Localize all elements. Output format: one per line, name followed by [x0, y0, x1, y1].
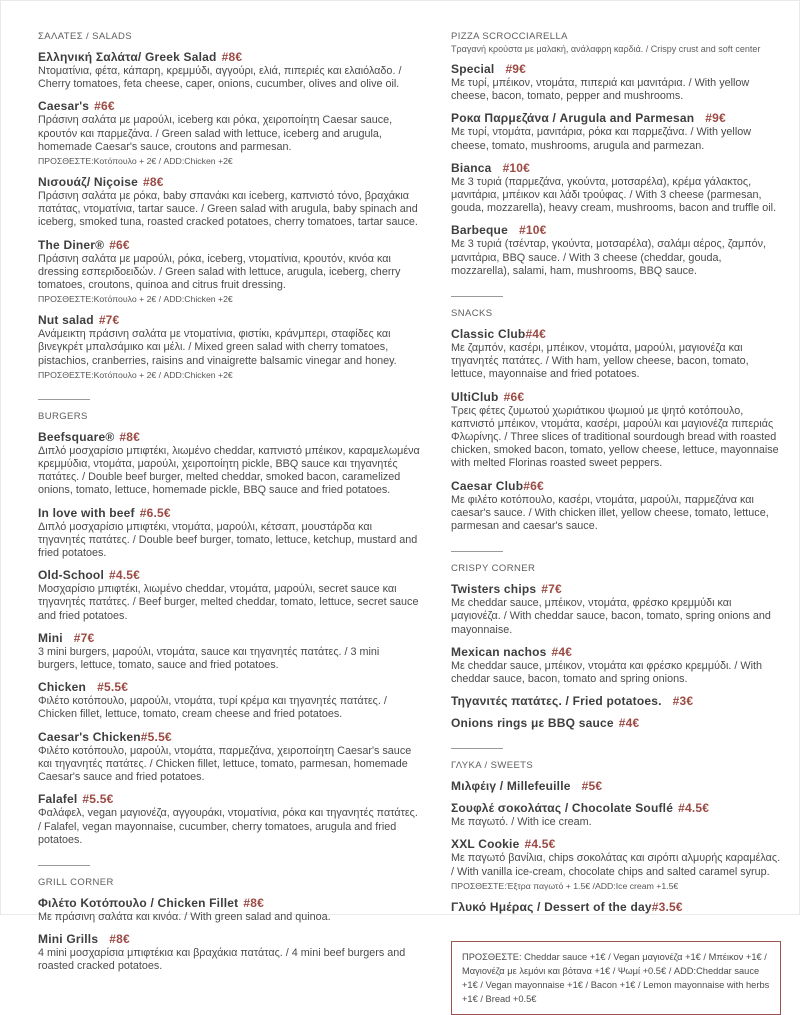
item-addon: ΠΡΟΣΘΕΣΤΕ:Έξτρα παγωτό + 1.5€ /ADD:Ice cream +1.5€	[451, 880, 679, 891]
menu-item	[38, 792, 420, 847]
menu-item	[38, 99, 420, 167]
extras-footer-text: ΠΡΟΣΘΕΣΤΕ: Cheddar sauce +1€ / Vegan μαγιονέζα +1€ / Μπέικον +1€ / Μαγιονέζα με λεμόνι και βότανα +1€ / Ψωμί +0.5€ / ADD:Cheddar sauce +1€ / Vegan mayonnaise +1€ / Bacon +1€ / Lemon mayonnaise with herbs +1€ / Bread +0.5€	[462, 951, 770, 1004]
item-price: #6€	[523, 478, 544, 493]
section-header: ΣΑΛΑΤΕΣ / SALADS	[38, 31, 133, 42]
menu-item	[38, 932, 420, 973]
item-description: Τρεις φέτες ζυμωτού χωριάτικου ψωμιού με ψητό κοτόπουλο, καπνιστό μπέικον, ντομάτα, κασέρι, μαρούλι και μαγιονέζα πιπεριάς Φλωρίνης. / Three slices of traditional sourdough bread with roasted chicken, smoked bacon, tomato, yellow cheese, lettuce, mayonnaise with melted Florinas roasted sweet peppers.	[451, 404, 779, 470]
item-title-row	[451, 111, 781, 125]
item-description: Διπλό μοσχαρίσιο μπιφτέκι, λιωμένο cheddar, καπνιστό μπέικον, καραμελωμένα κρεμμύδια, ντομάτα, μαρούλι, χειροποίητη pickle, BBQ sauce και τηγανητές πατάτες. / Double beef burger, melted cheddar, smoked bacon, caramelized onions, tomato, lettuce, homemade pickle, BBQ sauce and fried potatoes.	[38, 444, 420, 497]
item-title: Mini Grills	[38, 932, 99, 947]
item-price: #5.5€	[97, 680, 129, 695]
menu-item	[38, 730, 420, 785]
menu-item	[451, 900, 781, 914]
item-title: In love with beef	[38, 505, 135, 520]
item-price: #10€	[518, 223, 547, 238]
menu-item	[451, 161, 781, 216]
item-title-row	[38, 680, 420, 694]
section-header: SNACKS	[451, 308, 493, 320]
item-price: #5.5€	[82, 792, 114, 807]
item-title: Nut salad	[38, 313, 94, 328]
menu-item	[451, 327, 781, 382]
item-title-row	[38, 896, 420, 910]
item-description: Πράσινη σαλάτα με μαρούλι, ρόκα, iceberg, ντοματίνια, κρουτόν, κινόα και dressing εσπεριδοειδών. / Green salad with lettuce, arugula, iceberg, cherry tomatoes, croutons, quinoa and citrus fruit dressing.	[38, 252, 401, 292]
menu-item	[38, 506, 420, 561]
item-title-row	[451, 62, 781, 76]
item-title: UltiClub	[451, 389, 499, 404]
item-description: Με παγωτό βανίλια, chips σοκολάτας και σιρόπι αλμυρής καραμέλας. / With vanilla ice-cream, chocolate chips and salted caramel syrup.	[451, 852, 781, 878]
menu-item	[38, 896, 420, 924]
menu-item	[38, 631, 420, 672]
section-divider	[38, 865, 90, 866]
item-description: Φαλάφελ, vegan μαγιονέζα, αγγουράκι, ντοματίνια, ρόκα και τηγανητές πατάτες. / Falafel, vegan mayonnaise, cucumber, cherry tomatoes, arugula and fried potatoes.	[38, 807, 418, 846]
item-title-row	[451, 694, 781, 708]
item-title-row	[38, 568, 420, 582]
item-price: #4.5€	[109, 568, 141, 583]
item-price: #7€	[73, 630, 95, 645]
item-price: #8€	[119, 429, 141, 444]
section-header: BURGERS	[38, 410, 88, 422]
menu-item	[451, 479, 781, 534]
item-description: Με 3 τυριά (παρμεζάνα, γκούντα, μοτσαρέλα), κρέμα γάλακτος, μανιτάρια, μπέικον και λάδι τρούφας. / With 3 cheese (parmesan, gouda, mozzarella), heavy cream, mushrooms, bacon and truffle oil.	[451, 175, 777, 215]
item-price: #5.5€	[140, 729, 172, 744]
item-title: The Diner®	[38, 237, 105, 252]
item-title: Caesar's Chicken	[38, 729, 141, 744]
item-price: #4.5€	[524, 837, 556, 852]
menu-column-right	[451, 31, 781, 1015]
item-title-row	[38, 730, 420, 744]
item-title: Ροκα Παρμεζάνα / Arugula and Parmesan	[451, 111, 695, 126]
item-title-row	[451, 479, 781, 493]
item-title: Classic Club	[451, 327, 526, 342]
menu-item	[451, 390, 781, 471]
section-divider	[38, 399, 90, 400]
item-description: Με πράσινη σαλάτα και κινόα. / With green salad and quinoa.	[38, 910, 331, 923]
item-title: XXL Cookie	[451, 837, 520, 852]
item-price: #6.5€	[139, 505, 171, 520]
item-price: #8€	[221, 50, 243, 64]
item-addon: ΠΡΟΣΘΕΣΤΕ:Κοτόπουλο + 2€ / ADD:Chicken +2€	[38, 294, 233, 305]
section-header: ΓΛΥΚΑ / SWEETS	[451, 760, 534, 772]
item-title-row	[38, 313, 420, 327]
item-description: Διπλό μοσχαρίσιο μπιφτέκι, ντομάτα, μαρούλι, κέτσαπ, μουστάρδα και τηγανητές πατάτες. / Double beef burger, tomato, lettuce, ketchup, mustard and fried potatoes.	[38, 520, 418, 560]
item-price: #8€	[142, 175, 164, 190]
menu-item	[38, 50, 420, 91]
menu-section	[38, 31, 420, 381]
item-title: Special	[451, 62, 495, 76]
item-title: Νισουάζ/ Niçoise	[38, 175, 138, 190]
item-title: Bianca	[451, 160, 492, 175]
item-title: Twisters chips	[451, 582, 537, 597]
item-price: #6€	[109, 237, 130, 252]
menu-item	[451, 694, 781, 708]
menu-section	[38, 399, 420, 847]
menu-item	[38, 313, 420, 381]
item-price: #5€	[581, 779, 603, 794]
item-price: #7€	[98, 313, 120, 328]
item-price: #6€	[503, 389, 525, 404]
item-title-row	[451, 801, 781, 815]
item-title: Onions rings με BBQ sauce	[451, 716, 614, 731]
item-price: #4€	[618, 716, 640, 731]
menu-item	[451, 645, 781, 686]
item-description: Με cheddar sauce, μπέικον, ντομάτα, φρέσκο κρεμμύδι και μαγιονέζα. / With cheddar sauce, bacon, tomato, spring onions and mayonnaise.	[451, 597, 771, 636]
item-price: #7€	[541, 582, 562, 597]
item-title: Ελληνική Σαλάτα/ Greek Salad	[38, 50, 217, 64]
item-title: Old-School	[38, 568, 104, 583]
menu-column-right-sections	[451, 31, 781, 914]
item-description: Φιλέτο κοτόπουλο, μαρούλι, ντομάτα, παρμεζάνα, χειροποίητη Caesar's sauce και τηγανητές πατάτες. / Chicken fillet, lettuce, tomato, parmesan, homemade Caesar's sauce and fried potatoes.	[38, 744, 412, 784]
item-title: Chicken	[38, 680, 87, 695]
item-description: Πράσινη σαλάτα με μαρούλι, iceberg και ρόκα, χειροποίητη Caesar sauce, κρουτόν και παρμεζάνα. / Green salad with lettuce, iceberg and arugula, homemade Caesar's sauce, croutons and parmesan.	[38, 114, 393, 153]
item-title-row	[451, 900, 781, 914]
menu-section	[451, 748, 781, 914]
item-title-row	[451, 223, 781, 237]
menu-item	[451, 779, 781, 793]
section-divider	[451, 551, 503, 552]
menu-item	[451, 223, 781, 278]
item-title: Mini	[38, 630, 63, 645]
menu-item	[38, 430, 420, 498]
item-title-row	[38, 99, 420, 113]
item-title: Caesar's	[38, 99, 90, 114]
item-price: #8€	[243, 895, 264, 910]
item-description: Ανάμεικτη πράσινη σαλάτα με ντοματίνια, φιστίκι, κράνμπερι, σταφίδες και βινεγκρέτ μπαλσάμικο και μέλι. / Mixed green salad with cherry tomatoes, pistachios, cranberries, raisins and vinaigrette balsamic vinegar and honey.	[38, 328, 397, 367]
item-price: #4€	[525, 327, 547, 342]
menu-item	[451, 582, 781, 637]
item-description: Με cheddar sauce, μπέικον, ντομάτα και φρέσκο κρεμμύδι. / With cheddar sauce, bacon, tomato and spring onions.	[451, 659, 763, 686]
menu-item	[38, 175, 420, 230]
item-description: Με φιλέτο κοτόπουλο, κασέρι, ντομάτα, μαρούλι, παρμεζάνα και caesar's sauce. / With chicken illet, yellow cheese, tomato, lettuce, parmesan and caesar's sauce.	[451, 493, 769, 533]
menu-section	[451, 296, 781, 533]
item-price: #6€	[94, 99, 115, 114]
section-subtitle: Τραγανή κρούστα με μαλακή, ανάλαφρη καρδιά. / Crispy crust and soft center	[451, 44, 761, 54]
extras-footer-box	[451, 941, 781, 1015]
menu-content	[1, 1, 799, 1015]
menu-item	[451, 716, 781, 730]
item-price: #9€	[505, 62, 527, 76]
item-addon: ΠΡΟΣΘΕΣΤΕ:Κοτόπουλο + 2€ / ADD:Chicken +2€	[38, 156, 233, 167]
menu-section	[451, 551, 781, 730]
menu-item	[451, 62, 781, 103]
item-addon: ΠΡΟΣΘΕΣΤΕ:Κοτόπουλο + 2€ / ADD:Chicken +2€	[38, 369, 233, 380]
item-price: #3.5€	[651, 899, 683, 914]
item-title-row	[38, 238, 420, 252]
item-description: Φιλέτο κοτόπουλο, μαρούλι, ντομάτα, τυρί κρέμα και τηγανητές πατάτες. / Chicken fillet, lettuce, tomato, cream cheese and fried potatoes.	[38, 695, 387, 721]
item-price: #8€	[109, 932, 130, 947]
menu-item	[451, 111, 781, 152]
item-title: Caesar Club	[451, 478, 524, 493]
item-title-row	[451, 645, 781, 659]
item-title: Mexican nachos	[451, 644, 547, 659]
item-description: Με τυρί, ντομάτα, μανιτάρια, ρόκα και παρμεζάνα. / With yellow cheese, tomato, mushrooms, arugula and parmezan.	[451, 126, 752, 152]
item-title-row	[451, 716, 781, 730]
item-title-row	[38, 932, 420, 946]
menu-section	[451, 31, 781, 278]
menu-item	[38, 568, 420, 623]
item-title: Barbeque	[451, 223, 508, 238]
menu-column-left	[38, 31, 420, 986]
section-header: CRISPY CORNER	[451, 563, 536, 575]
item-title-row	[38, 50, 420, 64]
item-title-row	[451, 327, 781, 341]
item-description: Με τυρί, μπέικον, ντομάτα, πιπεριά και μανιτάρια. / With yellow cheese, bacon, tomato, pepper and mushrooms.	[451, 77, 750, 103]
item-title-row	[38, 175, 420, 189]
item-price: #9€	[705, 111, 726, 126]
item-title: Falafel	[38, 792, 78, 807]
section-divider	[451, 748, 503, 749]
menu-item	[38, 680, 420, 721]
item-description: Με παγωτό. / With ice cream.	[451, 816, 592, 829]
item-title-row	[38, 506, 420, 520]
item-price: #4€	[551, 644, 573, 659]
menu-section	[38, 865, 420, 974]
item-title-row	[451, 161, 781, 175]
item-title-row	[451, 837, 781, 851]
item-description: 3 mini burgers, μαρούλι, ντομάτα, sauce και τηγανητές πατάτες. / 3 mini burgers, lettuce, tomato, sauce and fried potatoes.	[38, 645, 380, 672]
item-description: Με ζαμπόν, κασέρι, μπέικον, ντομάτα, μαρούλι, μαγιονέζα και τηγανητές πατάτες. / With ham, yellow cheese, bacon, tomato, lettuce, mayonnaise and fried potatoes.	[451, 342, 749, 381]
section-divider	[451, 296, 503, 297]
item-title-row	[38, 792, 420, 806]
menu-item	[451, 801, 781, 829]
item-description: Με 3 τυριά (τσένταρ, γκούντα, μοτσαρέλα), σαλάμι αέρος, ζαμπόν, μανιτάρια, BBQ sauce. / With 3 cheese (cheddar, gouda, mozzarella), salami, ham, mushrooms, BBQ sauce.	[451, 238, 767, 277]
item-title: Φιλέτο Κοτόπουλο / Chicken Fillet	[38, 895, 239, 910]
item-description: Ντοματίνια, φέτα, κάπαρη, κρεμμύδι, αγγούρι, ελιά, πιπεριές και ελαιόλαδο. / Cherry tomatoes, feta cheese, caper, onions, cucumber, olives and olive oil.	[38, 65, 402, 91]
section-header: PIZZA SCROCCIARELLA	[451, 31, 568, 42]
item-description: Πράσινη σαλάτα με ρόκα, baby σπανάκι και iceberg, καπνιστό τόνο, βραχάκια πατάτας, ντοματίνια, tartar sauce. / Green salad with arugula, baby spinach and iceberg, smoked tuna, roasted cracked potatoes, cherry tomatoes, tartar sauce.	[38, 190, 418, 229]
item-title-row	[451, 779, 781, 793]
item-title: Σουφλέ σοκολάτας / Chocolate Souflé	[451, 801, 674, 816]
item-title-row	[451, 390, 781, 404]
item-title-row	[451, 582, 781, 596]
item-title: Τηγανιτές πατάτες. / Fried potatoes.	[451, 694, 662, 709]
item-title: Beefsquare®	[38, 429, 115, 444]
item-title-row	[38, 631, 420, 645]
menu-item	[38, 238, 420, 306]
section-header: GRILL CORNER	[38, 876, 114, 888]
item-title-row	[38, 430, 420, 444]
item-price: #4.5€	[678, 801, 710, 816]
menu-item	[451, 837, 781, 891]
item-description: 4 mini μοσχαρίσια μπιφτέκια και βραχάκια πατάτας. / 4 mini beef burgers and roasted cracked potatoes.	[38, 947, 406, 973]
item-title: Γλυκό Ημέρας / Dessert of the day	[451, 899, 652, 914]
item-title: Μιλφέιγ / Millefeuille	[451, 779, 571, 794]
item-price: #10€	[502, 160, 531, 175]
item-price: #3€	[672, 694, 694, 709]
item-description: Μοσχαρίσιο μπιφτέκι, λιωμένο cheddar, ντομάτα, μαρούλι, secret sauce και τηγανητές πατάτες. / Beef burger, melted cheddar, tomato, lettuce, secret sauce and fried potatoes.	[38, 583, 419, 622]
